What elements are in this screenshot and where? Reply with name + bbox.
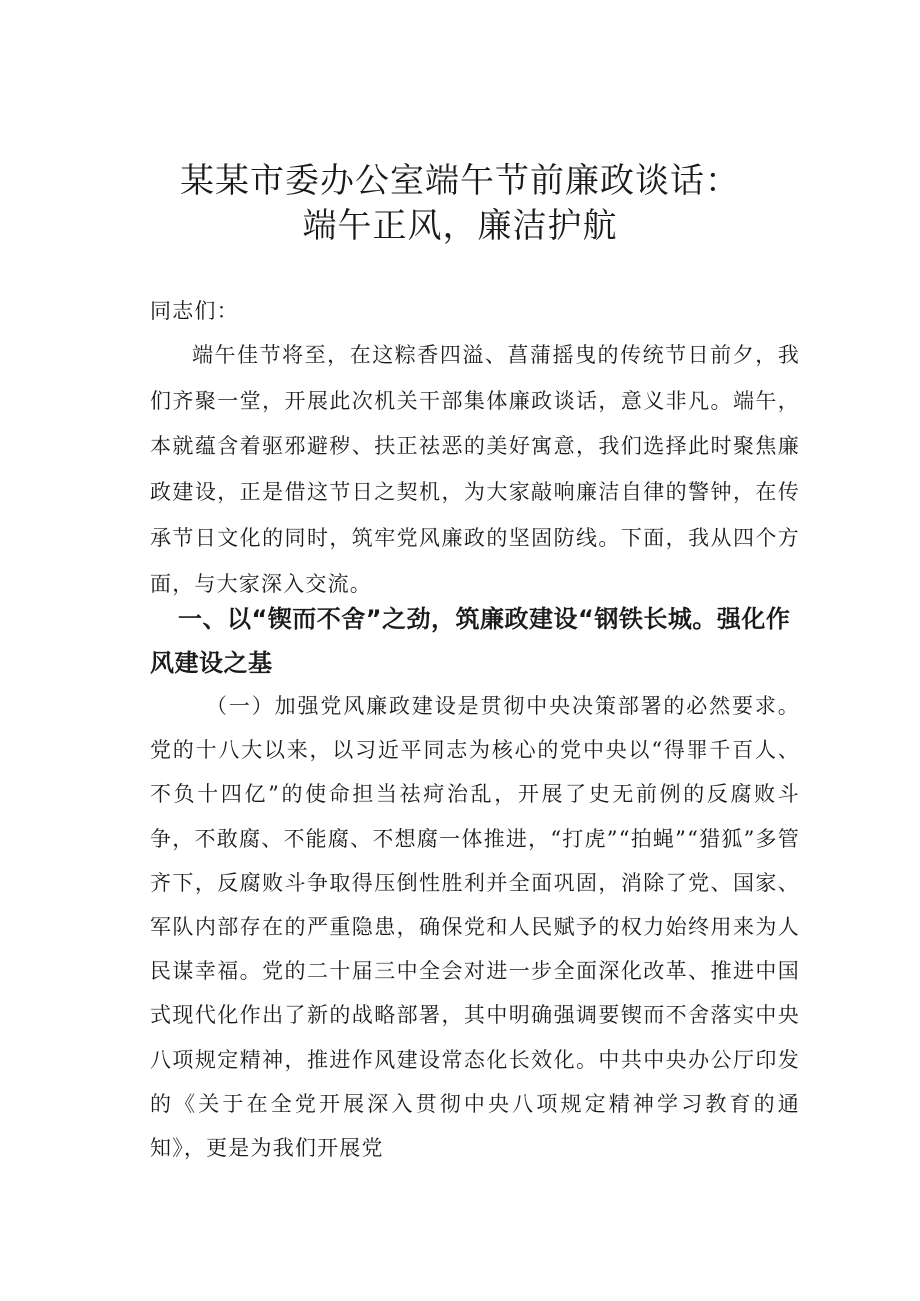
- document-title-line-2: 端午正风，廉洁护航: [302, 206, 618, 246]
- paragraph-intro: 端午佳节将至，在这粽香四溢、菖蒲摇曳的传统节日前夕，我们齐聚一堂，开展此次机关干部集体廉政谈话，意义非凡。端午，本就蕴含着驱邪避秽、扶正祛恶的美好寓意，我们选择此时聚焦廉政建设，正是借这节日之契机，为大家敲响廉洁自律的警钟，在传承节日文化的同时，筑牢党风廉政的坚固防线。下面，我从四个方面，与大家深入交流。: [150, 343, 800, 596]
- document-title-line-1: 某某市委办公室端午节前廉政谈话：: [180, 161, 740, 201]
- section-heading-1: 一、以“锲而不舍”之劲，筑廉政建设“钢铁长城。强化作风建设之基: [150, 605, 791, 677]
- salutation: 同志们：: [150, 299, 239, 323]
- paragraph-section-1-1: （一）加强党风廉政建设是贯彻中央决策部署的必然要求。党的十八大以来，以习近平同志为核心的党中央以“得罪千百人、不负十四亿”的使命担当祛疴治乱，开展了史无前例的反腐败斗争，不敢腐、不能腐、不想腐一体推进，“打虎”“拍蝇”“猎狐”多管齐下，反腐败斗争取得压倒性胜利并全面巩固，消除了党、国家、军队内部存在的严重隐患，确保党和人民赋予的权力始终用来为人民谋幸福。党的二十届三中全会对进一步全面深化改革、推进中国式现代化作出了新的战略部署，其中明确强调要锲而不舍落实中央八项规定精神，推进作风建设常态化长效化。中共中央办公厅印发的《关于在全党开展深入贯彻中央八项规定精神学习教育的通知》，更是为我们开展党: [150, 694, 800, 1161]
